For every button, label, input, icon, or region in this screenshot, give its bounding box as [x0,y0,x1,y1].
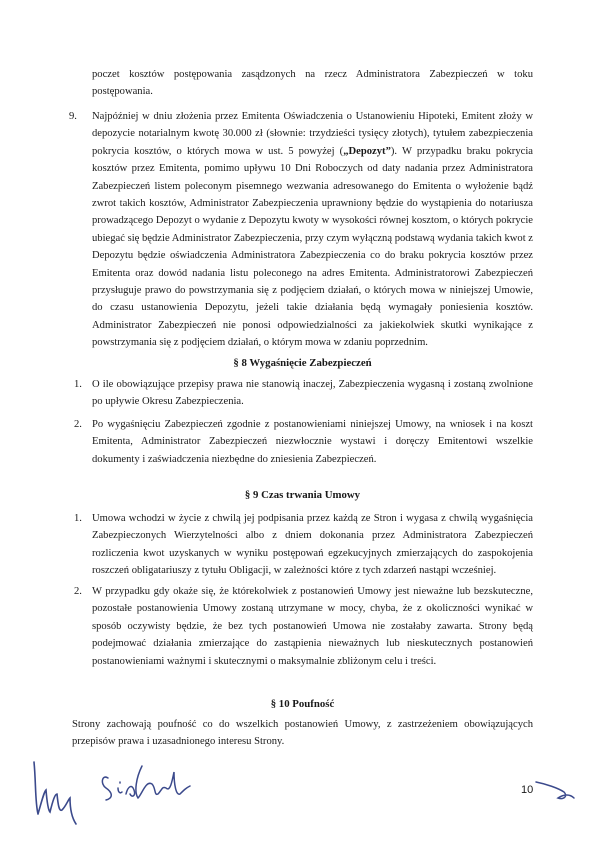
section-8-item-1-text: O ile obowiązujące przepisy prawa nie stanowią inaczej, Zabezpieczenia wygasną i zostaną zwolnione po upływie Okresu Zabezpieczenia. [92,379,533,408]
signature-center [96,758,196,808]
section-10-heading: § 10 Poufność [270,698,335,710]
item-9-text-part2: ). W przypadku braku pokrycia kosztów przez Emitenta, pomimo upływu 10 Dni Roboczych od daty nadania przez Administratora Zabezpieczeń listem poleconym pisemnego wezwania adresowanego do Emitenta o wyłożenie bądź zwrot takich kosztów, Administrator Zabezpieczenia uprawniony będzie do wystąpienia do notariusza prowadzącego Depozyt o wydanie z Depozytu kwoty w wysokości równej kosztom, o których pokrycie ubiegać się będzie Administrator Zabezpieczenia, przy czym wyłączną podstawą wydania takich kwot z Depozytu będzie oświadczenia Administratora Zabezpieczenia co do braku pokrycia kosztów przez Emitenta oraz dowód nadania listu poleconego na adres Emitenta. Administratorowi Zabezpieczeń przysługuje prawo do powstrzymania się z podjęciem działań, o których mowa w niniejszej Umowie, do czasu ustanowienia Depozytu, jeżeli takie działania będą wymagały poniesienia kosztów. Administrator Zabezpieczeń nie ponosi odpowiedzialności za jakiekolwiek skutki wynikające z powstrzymania się z podjęciem działań, o którym mowa w zdaniu poprzednim. [92,145,533,349]
initials-left-signature [26,752,86,832]
item-9-text-part1: Najpóźniej w dniu złożenia przez Emitenta Oświadczenia o Ustanowieniu Hipoteki, Emitent złoży w depozycie notarialnym kwotę 30.000 zł (słownie: trzydzieści tysięcy złotych), tytułem zabezpieczenia pokrycia kosztów, o których mowa w ust. 5 powyżej ( [92,111,533,157]
section-8-item-2-number: 2. [74,419,82,430]
continuation-paragraph: poczet kosztów postępowania zasądzonych na rzecz Administratora Zabezpieczeń w toku postępowania. [92,69,533,98]
section-9-heading: § 9 Czas trwania Umowy [244,489,361,501]
section-9-item-2-text: W przypadku gdy okaże się, że którekolwiek z postanowień Umowy jest nieważne lub bezskuteczne, pozostałe postanowienia Umowy zostaną utrzymane w mocy, chyba, że z okoliczności wynikać w sposób oczywisty będzie, że bez tych postanowień Umowa nie zostałaby zawarta. Strony będą podejmować działania zmierzające do zastąpienia nieważnych lub nieskutecznych postanowień postanowieniami ważnymi i skutecznymi o maksymalnie zbliżonym celu i treści. [92,586,533,667]
section-9-item-2-number: 2. [74,586,82,597]
section-9-item-1-text: Umowa wchodzi w życie z chwilą jej podpisania przez każdą ze Stron i wygasa z chwilą wygaśnięcia Zabezpieczonych Wierzytelności albo z dniem dokonania przez Administratora Zabezpieczeń rozliczenia kwot uzyskanych w wyniku postępowań egzekucyjnych zmierzających do zaspokojenia roszczeń obligatariuszy z tytułu Obligacji, w zależności które z tych zdarzeń nastąpi wcześniej. [92,513,533,577]
section-10-text: Strony zachowają poufność co do wszelkich postanowień Umowy, z zastrzeżeniem obowiązujących przepisów prawa i uzasadnionego interesu Strony. [72,719,533,748]
initials-right-mark [534,776,578,804]
section-9-item-1-number: 1. [74,513,82,524]
item-9-depozyt-term: „Depozyt” [343,145,391,157]
item-9-text [92,108,533,352]
item-9-number: 9. [69,111,77,122]
page-number: 10 [521,784,534,796]
section-8-item-1-number: 1. [74,379,82,390]
section-8-heading: § 8 Wygaśnięcie Zabezpieczeń [233,357,372,369]
section-8-item-2-text: Po wygaśnięciu Zabezpieczeń zgodnie z postanowieniami niniejszej Umowy, na wniosek i na koszt Emitenta, Administrator Zabezpieczeń niezwłocznie wystawi i doręczy Emitentowi wszelkie dokumenty i zaświadczenia niezbędne do zniesienia Zabezpieczeń. [92,419,533,465]
